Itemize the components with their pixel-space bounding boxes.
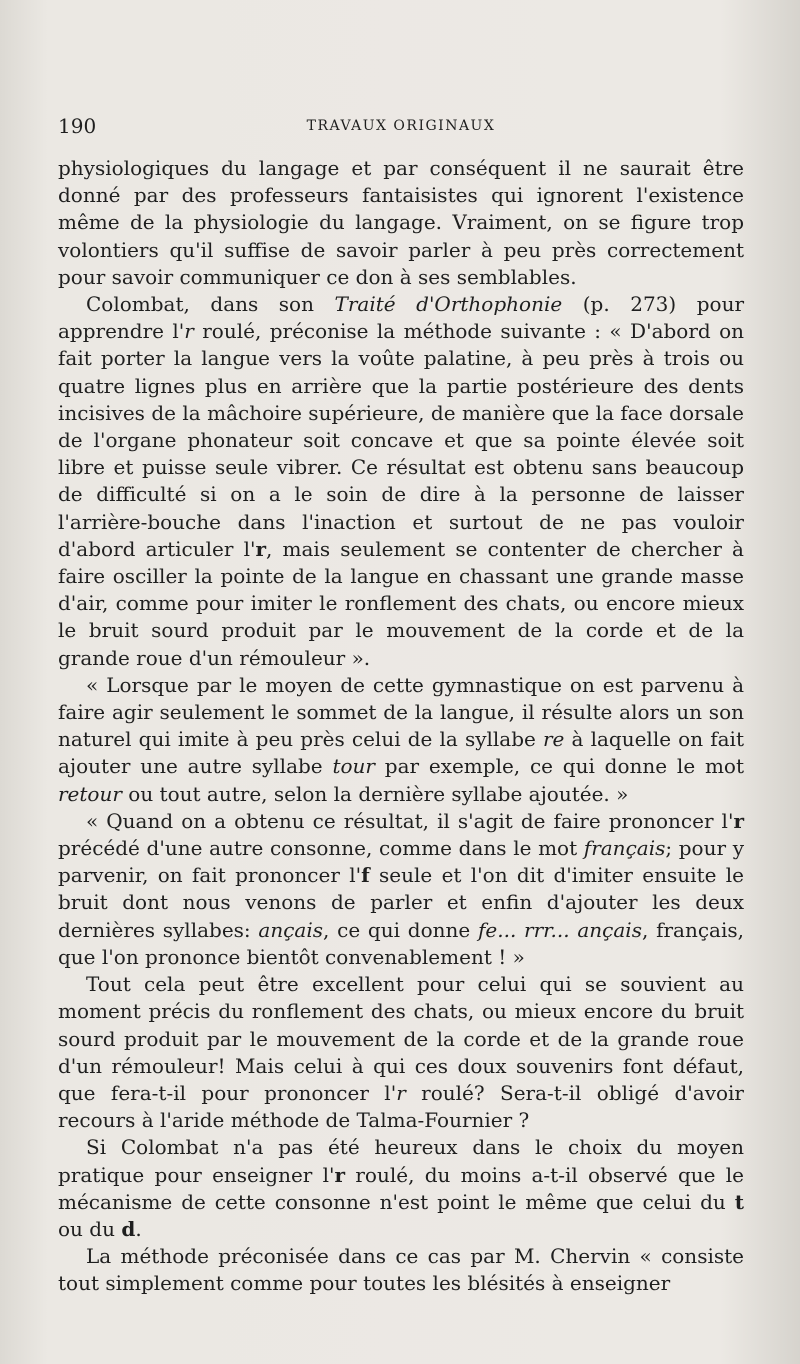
italic-run: tour: [332, 754, 375, 779]
text-run: ; pour y parvenir, on fait prononcer l': [58, 836, 744, 888]
bold-run: d: [121, 1216, 136, 1241]
italic-run: r: [184, 319, 194, 344]
text-run: (p. 273) pour apprendre l': [58, 292, 745, 344]
bold-run: r: [255, 536, 267, 561]
bold-run: r: [733, 808, 744, 833]
text-run: .: [135, 1216, 142, 1241]
bold-run: f: [361, 863, 370, 888]
italic-run: Traité d'Orthophonie: [334, 292, 563, 317]
bold-run: r: [334, 1162, 346, 1187]
text-run: , français, que l'on prononce bientôt convenablement ! »: [58, 917, 744, 969]
paragraph: [58, 1243, 744, 1297]
bold-run: t: [734, 1189, 744, 1214]
page-header: [58, 114, 744, 144]
italic-run: ançais: [258, 917, 324, 942]
text-run: précédé d'une autre consonne, comme dans le mot: [58, 836, 584, 861]
text-run: La méthode préconisée dans ce cas par M. Chervin « consiste tout simplement comme pour toutes les blésités à enseigner: [58, 1244, 744, 1296]
text-run: à laquelle on fait ajouter une autre syllabe: [58, 727, 744, 779]
italic-run: r: [396, 1080, 406, 1105]
paragraph: [58, 291, 744, 672]
text-run: Colombat, dans son: [86, 292, 335, 317]
paragraph: [58, 808, 744, 971]
text-run: physiologiques du langage et par conséquent il ne saurait être donné par des professeurs fantaisistes qui ignorent l'existence même de la physiologie du langage. Vraiment, on se figure trop volontiers qu'il suffise de savoir parler à peu près correctement pour savoir communiquer ce don à ses semblables.: [58, 156, 744, 289]
text-run: ou tout autre, selon la dernière syllabe ajoutée. »: [121, 781, 629, 806]
italic-run: retour: [58, 781, 122, 806]
text-run: , mais seulement se contenter de chercher à faire osciller la pointe de la langue en chassant une grande masse d'air, comme pour imiter le ronflement des chats, ou encore mieux le bruit sourd produit par le mouvement de la corde et de la grande roue d'un rémouleur ».: [58, 536, 744, 670]
paragraph: [58, 672, 744, 808]
text-run: roulé, du moins a-t-il observé que le mécanisme de cette consonne n'est point le même que celui du: [58, 1162, 744, 1214]
text-run: ou du: [58, 1216, 122, 1241]
italic-run: fe... rrr... ançais: [477, 917, 642, 942]
text-run: seule et l'on dit d'imiter ensuite le bruit dont nous venons de parler et enfin d'ajouter les deux dernières syllabes:: [58, 863, 744, 942]
text-run: roulé? Sera-t-il obligé d'avoir recours à l'aride méthode de Talma-Fournier ?: [58, 1080, 744, 1133]
running-title: TRAVAUX ORIGINAUX: [306, 118, 496, 134]
text-run: roulé, préconise la méthode suivante : « D'abord on fait porter la langue vers la voûte palatine, à peu près à trois ou quatre lignes plus en arrière que la partie postérieure des dents incisives de la mâchoire supérieure, de manière que la face dorsale de l'organe phonateur soit concave et que sa pointe élevée soit libre et puisse seule vibrer. Ce résultat est obtenu sans beaucoup de difficulté si on a le soin de dire à la personne de laisser l'arrière-bouche dans l'inaction et surtout de ne pas vouloir d'abord articuler l': [58, 319, 745, 561]
paragraph: [58, 971, 744, 1134]
page-number: 190: [58, 114, 97, 138]
text-run: « Quand on a obtenu ce résultat, il s'agit de faire prononcer l': [86, 808, 734, 833]
text-run: « Lorsque par le moyen de cette gymnastique on est parvenu à faire agir seulement le sommet de la langue, il résulte alors un son naturel qui imite à peu près celui de la syllabe: [58, 672, 744, 752]
text-run: Tout cela peut être excellent pour celui qui se souvient au moment précis du ronflement des chats, ou mieux encore du bruit sourd produit par le mouvement de la corde et de la grande roue d'un rémouleur! Mais celui à qui ces doux souvenirs font défaut, que fera-t-il pour prononcer l': [58, 972, 744, 1105]
text-run: Si Colombat n'a pas été heureux dans le choix du moyen pratique pour enseigner l': [58, 1135, 744, 1187]
paragraph: [58, 155, 744, 291]
text-run: , ce qui donne: [323, 917, 478, 942]
italic-run: français: [583, 836, 666, 861]
text-run: par exemple, ce qui donne le mot: [374, 754, 744, 779]
paragraph: [58, 1134, 744, 1243]
body-text: [58, 155, 744, 1298]
italic-run: re: [543, 727, 565, 752]
